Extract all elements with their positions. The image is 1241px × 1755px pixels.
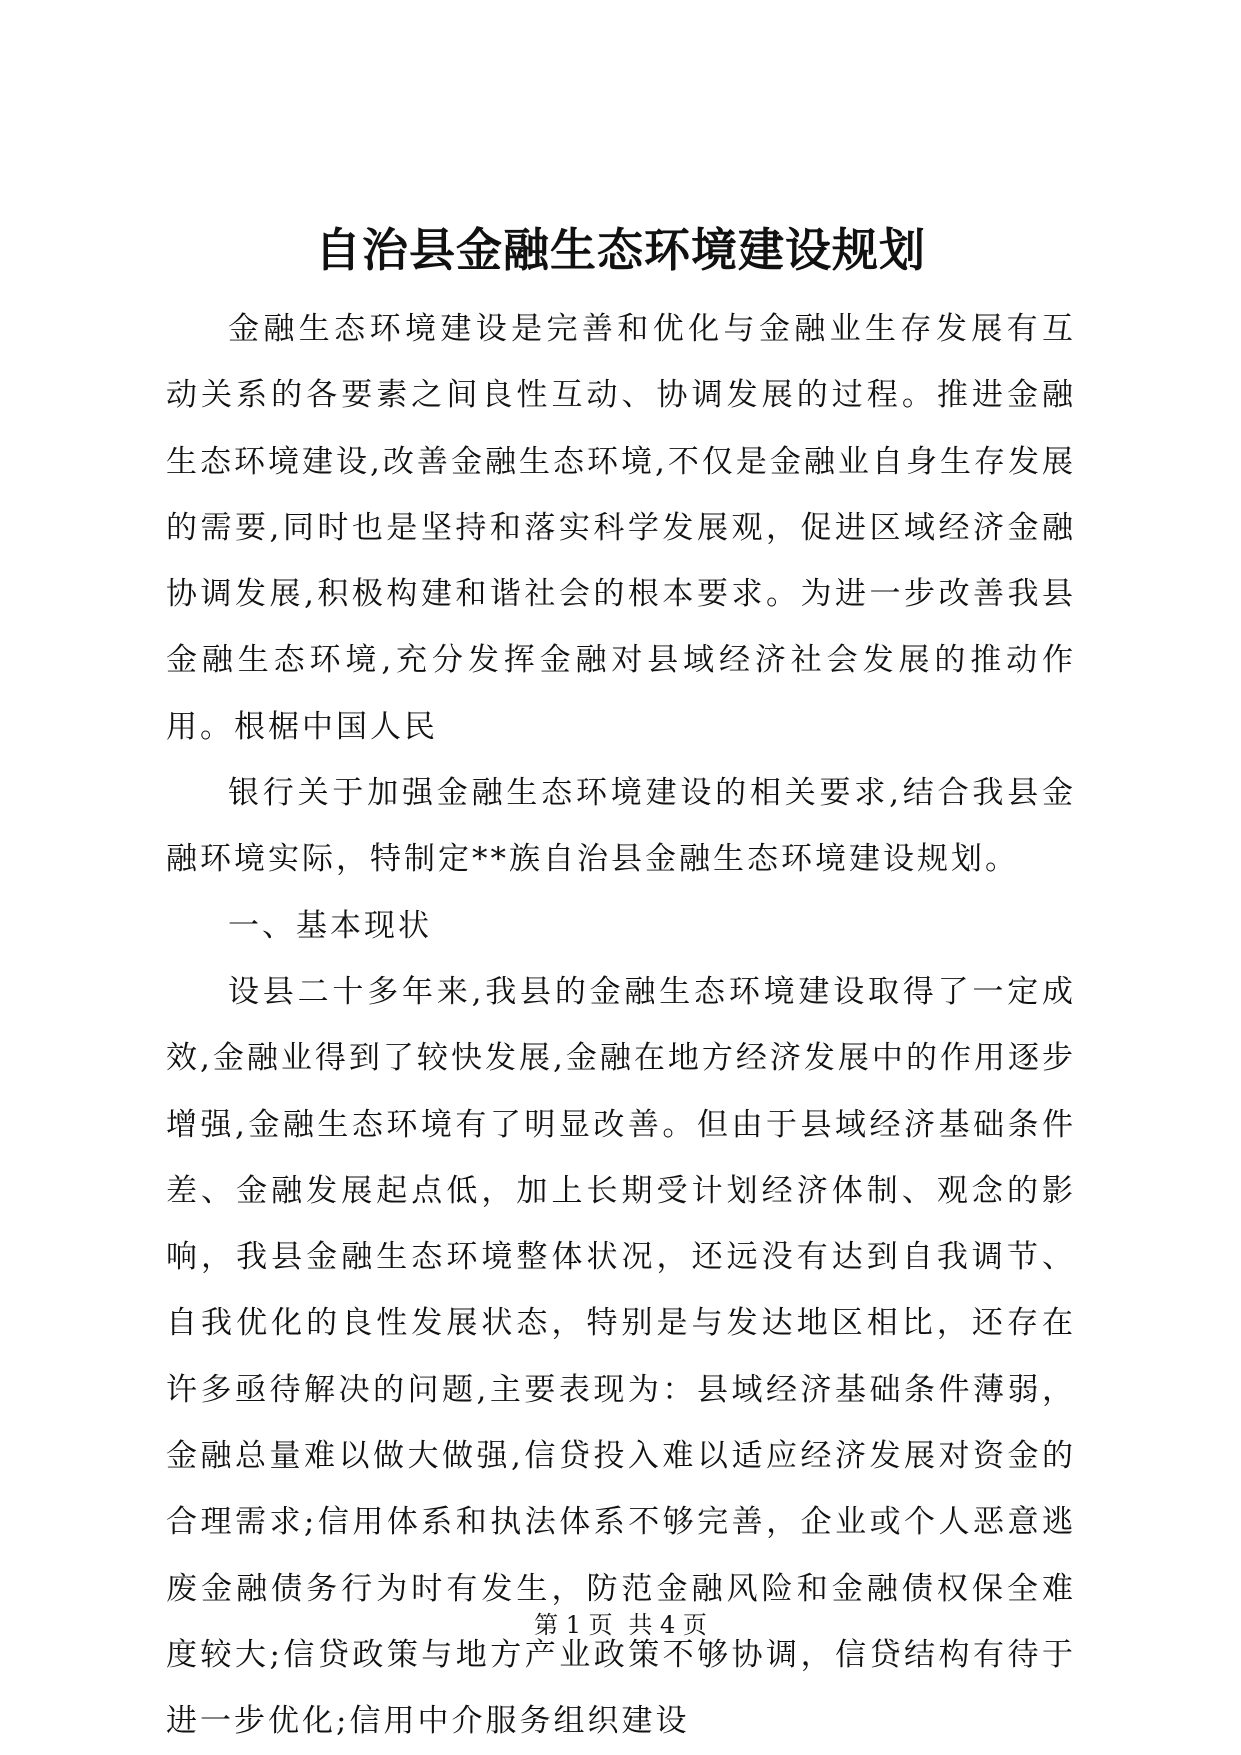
document-body	[166, 296, 1076, 1755]
document-title: 自治县金融生态环境建设规划	[315, 223, 926, 277]
section-heading-basic-status: 一、基本现状	[228, 907, 432, 944]
paragraph-intro: 金融生态环境建设是完善和优化与金融业生存发展有互动关系的各要素之间良性互动、协调发展的过程。推进金融生态环境建设,改善金融生态环境,不仅是金融业自身生存发展的需要,同时也是坚持和落实科学发展观，促进区域经济金融协调发展,积极构建和谐社会的根本要求。为进一步改善我县金融生态环境,充分发挥金融对县域经济社会发展的推动作用。根椐中国人民	[166, 311, 1076, 745]
page-total: 共 4 页	[628, 1611, 707, 1639]
page-footer	[0, 1610, 1241, 1640]
paragraph-intro-continued: 银行关于加强金融生态环境建设的相关要求,结合我县金融环境实际，特制定**族自治县金融生态环境建设规划。	[166, 775, 1076, 878]
page-number: 第 1 页	[534, 1611, 613, 1639]
paragraph-basic-status: 设县二十多年来,我县的金融生态环境建设取得了一定成效,金融业得到了较快发展,金融在地方经济发展中的作用逐步增强,金融生态环境有了明显改善。但由于县域经济基础条件差、金融发展起点低，加上长期受计划经济体制、观念的影响，我县金融生态环境整体状况，还远没有达到自我调节、自我优化的良性发展状态，特别是与发达地区相比，还存在许多亟待解决的问题,主要表现为：县域经济基础条件薄弱，金融总量难以做大做强,信贷投入难以适应经济发展对资金的合理需求;信用体系和执法体系不够完善，企业或个人恶意逃废金融债务行为时有发生，防范金融风险和金融债权保全难度较大;信贷政策与地方产业政策不够协调，信贷结构有待于进一步优化;信用中介服务组织建设	[166, 973, 1076, 1740]
